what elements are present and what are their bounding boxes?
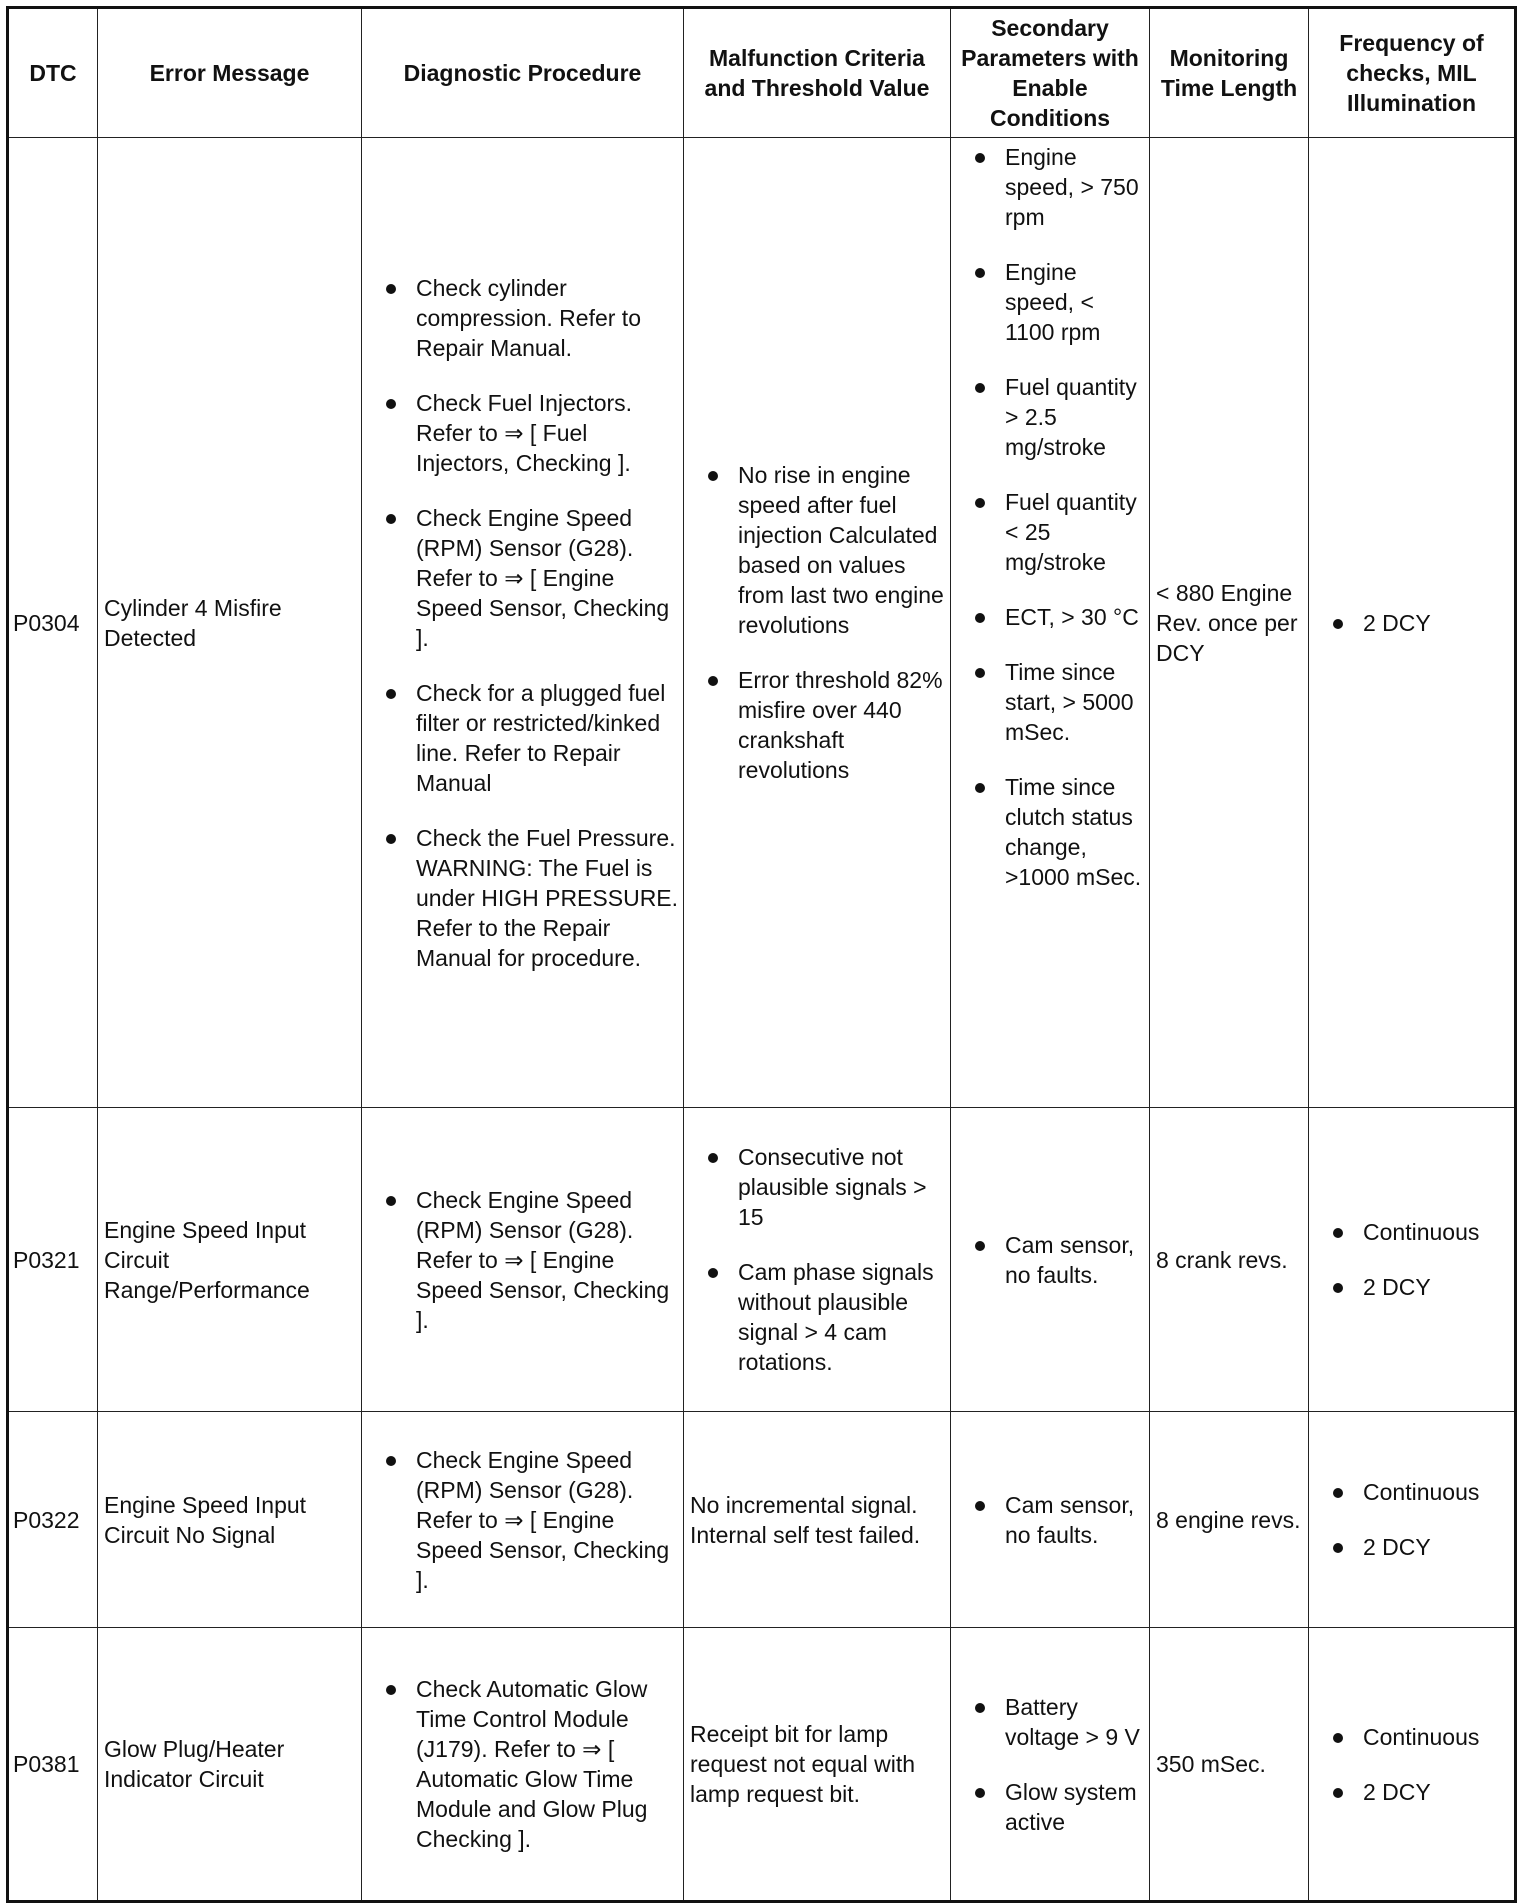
frequency-item: 2 DCY (1363, 608, 1510, 638)
secondary-parameters (951, 1628, 1150, 1902)
parameter-item: Time since clutch status change, >1000 mSec. (1005, 772, 1145, 892)
diagnostic-procedure (362, 138, 684, 1108)
secondary-parameters (951, 1412, 1150, 1628)
monitoring-time: < 880 Engine Rev. once per DCY (1150, 138, 1309, 1108)
procedure-item: Check the Fuel Pressure. WARNING: The Fuel is under HIGH PRESSURE. Refer to the Repair Manual for procedure. (416, 824, 679, 971)
procedure-item: Check for a plugged fuel filter or restricted/kinked line. Refer to Repair Manual (416, 678, 679, 798)
table-row (8, 1628, 1516, 1902)
diagnostic-procedure (362, 1108, 684, 1412)
procedure-item: Check Engine Speed (RPM) Sensor (G28). Refer to ⇒ [ Engine Speed Sensor, Checking ]. (416, 1445, 679, 1595)
procedure-item: Check Automatic Glow Time Control Module (J179). Refer to ⇒ [ Automatic Glow Time Module and Glow Plug Checking ]. (416, 1674, 679, 1854)
procedure-item: Check Fuel Injectors. Refer to ⇒ [ Fuel Injectors, Checking ]. (416, 388, 679, 478)
malfunction-criteria (684, 1108, 951, 1412)
table-row (8, 1412, 1516, 1628)
table-row (8, 138, 1516, 1108)
monitoring-time: 8 engine revs. (1150, 1412, 1309, 1628)
header-monitoring-time: Monitoring Time Length (1150, 8, 1309, 138)
error-message: Engine Speed Input Circuit No Signal (98, 1412, 362, 1628)
dtc-code: P0304 (8, 138, 98, 1108)
parameter-item: Glow system active (1005, 1777, 1145, 1837)
table-row (8, 1108, 1516, 1412)
parameter-item: Fuel quantity < 25 mg/stroke (1005, 487, 1145, 577)
dtc-code: P0321 (8, 1108, 98, 1412)
parameter-item: ECT, > 30 °C (1005, 602, 1145, 632)
secondary-parameters (951, 138, 1150, 1108)
frequency-item: 2 DCY (1363, 1532, 1510, 1562)
error-message: Cylinder 4 Misfire Detected (98, 138, 362, 1108)
header-dtc: DTC (8, 8, 98, 138)
malfunction-criteria (684, 138, 951, 1108)
parameter-item: Cam sensor, no faults. (1005, 1230, 1145, 1290)
parameter-item: Cam sensor, no faults. (1005, 1490, 1145, 1550)
frequency (1309, 1628, 1516, 1902)
diagnostic-procedure (362, 1412, 684, 1628)
header-diagnostic-procedure: Diagnostic Procedure (362, 8, 684, 138)
header-frequency: Frequency of checks, MIL Illumination (1309, 8, 1516, 138)
secondary-parameters (951, 1108, 1150, 1412)
frequency-item: Continuous (1363, 1477, 1510, 1507)
frequency-item: Continuous (1363, 1722, 1510, 1752)
procedure-item: Check Engine Speed (RPM) Sensor (G28). Refer to ⇒ [ Engine Speed Sensor, Checking ]. (416, 503, 679, 653)
criteria-item: Consecutive not plausible signals > 15 (738, 1142, 946, 1232)
dtc-table (6, 6, 1517, 1903)
frequency-item: 2 DCY (1363, 1272, 1510, 1302)
frequency (1309, 1108, 1516, 1412)
diagnostic-procedure (362, 1628, 684, 1902)
parameter-item: Engine speed, > 750 rpm (1005, 142, 1145, 232)
malfunction-criteria: No incremental signal. Internal self test failed. (684, 1412, 951, 1628)
header-secondary-parameters: Secondary Parameters with Enable Conditions (951, 8, 1150, 138)
header-error-message: Error Message (98, 8, 362, 138)
parameter-item: Time since start, > 5000 mSec. (1005, 657, 1145, 747)
monitoring-time: 350 mSec. (1150, 1628, 1309, 1902)
error-message: Engine Speed Input Circuit Range/Performance (98, 1108, 362, 1412)
malfunction-criteria: Receipt bit for lamp request not equal with lamp request bit. (684, 1628, 951, 1902)
dtc-code: P0322 (8, 1412, 98, 1628)
criteria-item: Cam phase signals without plausible signal > 4 cam rotations. (738, 1257, 946, 1377)
procedure-item: Check Engine Speed (RPM) Sensor (G28). Refer to ⇒ [ Engine Speed Sensor, Checking ]. (416, 1185, 679, 1335)
parameter-item: Battery voltage > 9 V (1005, 1692, 1145, 1752)
criteria-item: Error threshold 82% misfire over 440 crankshaft revolutions (738, 665, 946, 785)
header-malfunction-criteria: Malfunction Criteria and Threshold Value (684, 8, 951, 138)
frequency-item: 2 DCY (1363, 1777, 1510, 1807)
frequency-item: Continuous (1363, 1217, 1510, 1247)
header-row (8, 8, 1516, 138)
dtc-code: P0381 (8, 1628, 98, 1902)
procedure-item: Check cylinder compression. Refer to Repair Manual. (416, 273, 679, 363)
parameter-item: Fuel quantity > 2.5 mg/stroke (1005, 372, 1145, 462)
frequency (1309, 138, 1516, 1108)
error-message: Glow Plug/Heater Indicator Circuit (98, 1628, 362, 1902)
monitoring-time: 8 crank revs. (1150, 1108, 1309, 1412)
frequency (1309, 1412, 1516, 1628)
parameter-item: Engine speed, < 1100 rpm (1005, 257, 1145, 347)
criteria-item: No rise in engine speed after fuel injection Calculated based on values from last two engine revolutions (738, 460, 946, 640)
